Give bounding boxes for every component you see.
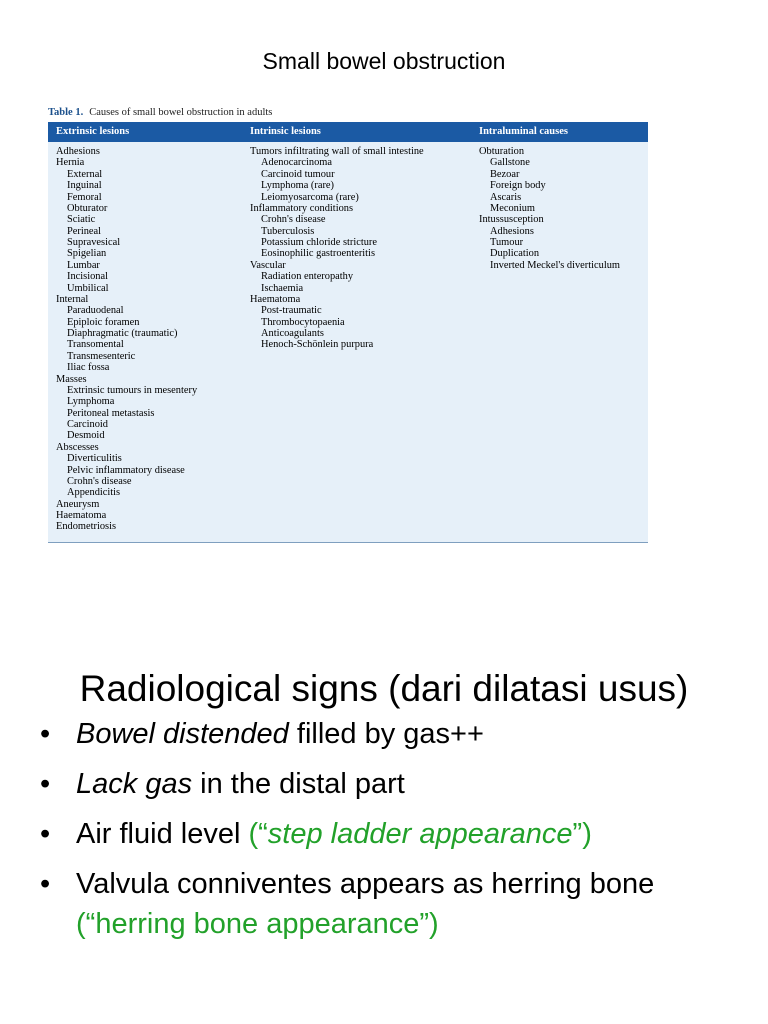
table-cell: Epiploic foramen (67, 316, 140, 328)
table-cell: Leiomyosarcoma (rare) (261, 191, 359, 203)
table-header-row (48, 122, 648, 142)
table-cell: Pelvic inflammatory disease (67, 464, 185, 476)
column-intrinsic (250, 146, 424, 351)
bullet-marker: • (40, 768, 51, 800)
table-cell: Vascular (250, 259, 286, 271)
table-cell: Adhesions (56, 146, 100, 157)
bullet-marker: • (40, 868, 51, 900)
table-cell: Lumbar (67, 259, 100, 271)
table-cell: Femoral (67, 191, 102, 203)
table-cell: Duplication (490, 248, 540, 260)
table-cell: Hernia (56, 157, 85, 169)
bullet-list (40, 714, 750, 954)
table-body (48, 122, 648, 543)
table-cell: External (67, 168, 103, 180)
section-title: Radiological signs (dari dilatasi usus) (79, 668, 689, 709)
header-extrinsic: Extrinsic lesions (56, 126, 130, 137)
bullet-text: in the distal part (192, 768, 405, 800)
table-cell: Desmoid (67, 430, 105, 442)
table-cell: Abscesses (56, 441, 99, 453)
bullet-item (40, 714, 750, 754)
table-cell: Tumour (490, 237, 524, 248)
table-cell: Carcinoid (67, 419, 108, 430)
column-extrinsic (56, 146, 197, 533)
bullet-marker: • (40, 718, 51, 750)
bullet-green-emphasis: step ladder appearance (267, 818, 573, 850)
table-cell: Tumors infiltrating wall of small intestine (250, 146, 424, 157)
causes-table (48, 104, 648, 543)
table-cell: Haematoma (56, 510, 107, 521)
table-caption-text: Causes of small bowel obstruction in adults (89, 107, 273, 118)
bullet-green-line: (“herring bone appearance”) (76, 908, 439, 940)
table-cell: Iliac fossa (67, 362, 110, 374)
table-cell: Internal (56, 293, 89, 305)
table-cell: Tuberculosis (261, 225, 315, 237)
table-cell: Foreign body (490, 180, 546, 192)
table-cell: Appendicitis (67, 487, 121, 499)
bullet-marker: • (40, 818, 51, 850)
table-cell: Anticoagulants (261, 328, 324, 339)
table-cell: Radiation enteropathy (261, 271, 354, 283)
bullet-green-close: ”) (572, 818, 592, 850)
table-cell: Adhesions (490, 225, 534, 237)
table-cell: Diverticulitis (67, 453, 122, 465)
table-cell: Haematoma (250, 293, 301, 305)
header-intrinsic: Intrinsic lesions (250, 126, 321, 137)
bullet-emphasis: Bowel distended (76, 718, 289, 750)
table-cell: Lymphoma (67, 396, 115, 408)
table-cell: Adenocarcinoma (261, 157, 332, 169)
table-cell: Post-traumatic (261, 305, 322, 317)
table-cell: Sciatic (67, 214, 96, 226)
bullet-text: filled by gas++ (288, 718, 484, 750)
table-caption (48, 104, 648, 122)
table-cell: Meconium (490, 202, 536, 214)
table-cell: Lymphoma (rare) (261, 180, 334, 192)
table-cell: Umbilical (67, 282, 109, 294)
bullet-emphasis: Lack gas (76, 768, 193, 800)
table-cell: Extrinsic tumours in mesentery (67, 384, 198, 396)
table-cell: Transomental (67, 339, 124, 351)
table-cell: Gallstone (490, 157, 530, 169)
table-cell: Inflammatory conditions (250, 202, 354, 214)
table-cell: Peritoneal metastasis (67, 407, 155, 419)
bullet-item (40, 864, 750, 944)
table-cell: Bezoar (490, 168, 520, 180)
bullet-green-open: (“ (248, 818, 268, 850)
column-intraluminal (479, 146, 620, 271)
bullet-text: Valvula conniventes appears as herring bone (76, 868, 655, 900)
table-cell: Aneurysm (56, 498, 100, 510)
table-cell: Paraduodenal (67, 305, 124, 317)
table-cell: Henoch-Schönlein purpura (261, 339, 374, 351)
bullet-item (40, 764, 750, 804)
table-cell: Obturator (67, 202, 108, 214)
table-caption-label: Table 1. (48, 107, 84, 118)
table-cell: Carcinoid tumour (261, 168, 335, 180)
table-cell: Diaphragmatic (traumatic) (67, 328, 178, 339)
table-cell: Obturation (479, 146, 525, 157)
table-cell: Ischaemia (261, 282, 304, 294)
table-cell: Transmesenteric (67, 350, 136, 362)
table-cell: Crohn's disease (67, 475, 132, 487)
header-intraluminal: Intraluminal causes (479, 126, 568, 137)
table-cell: Inguinal (67, 180, 102, 192)
bullet-item (40, 814, 750, 854)
table-cell: Incisional (67, 271, 108, 283)
table-cell: Potassium chloride stricture (261, 237, 378, 248)
table-cell: Thrombocytopaenia (261, 316, 345, 328)
bullet-text: Air fluid level (76, 818, 249, 850)
table-cell: Masses (56, 373, 87, 385)
table-cell: Inverted Meckel's diverticulum (490, 259, 620, 271)
slide-title: Small bowel obstruction (262, 48, 506, 74)
table-cell: Supravesical (67, 237, 121, 248)
table-cell: Eosinophilic gastroenteritis (261, 248, 375, 260)
table-cell: Intussusception (479, 214, 544, 226)
table-cell: Ascaris (490, 191, 522, 203)
table-cell: Endometriosis (56, 521, 117, 533)
table-cell: Spigelian (67, 248, 107, 260)
table-cell: Perineal (67, 225, 102, 237)
table-cell: Crohn's disease (261, 214, 326, 226)
